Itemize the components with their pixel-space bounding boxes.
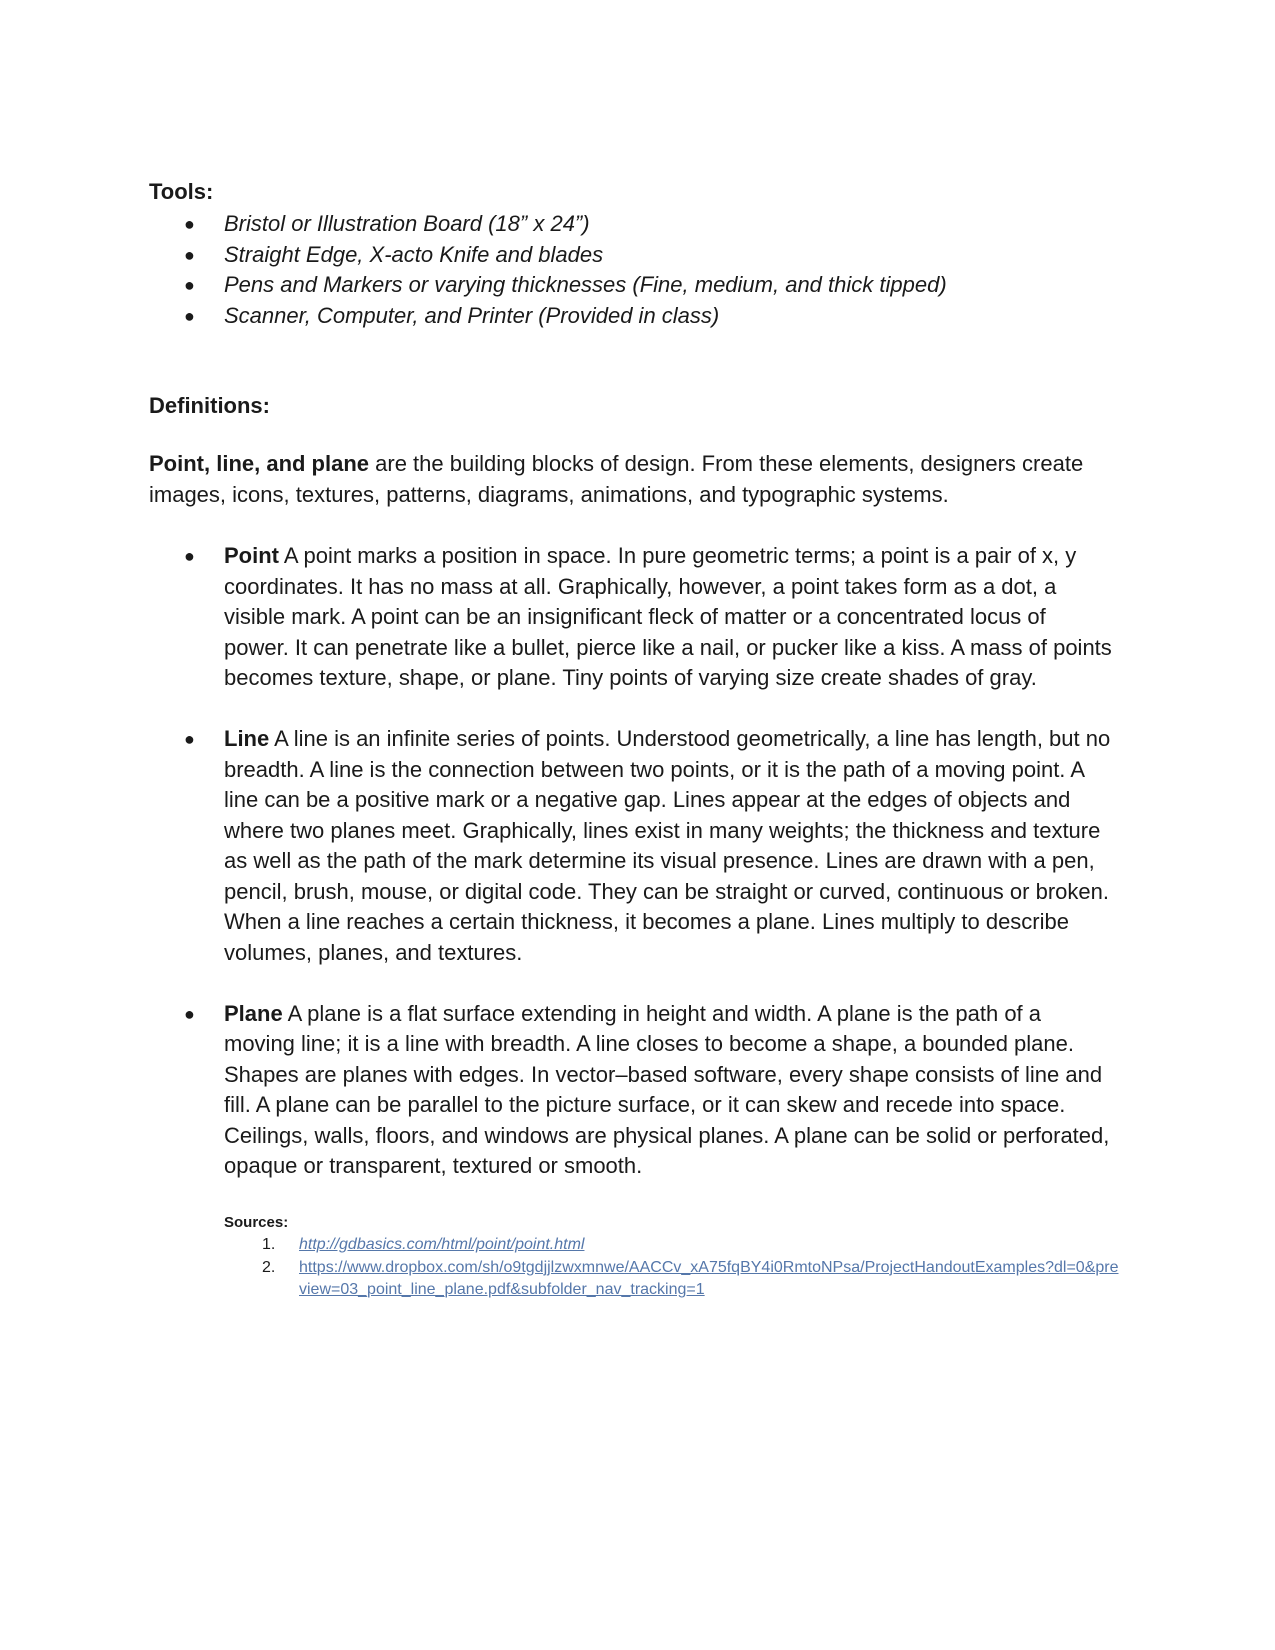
definition-term: Line (224, 726, 270, 751)
definition-plane (149, 999, 1114, 1182)
source-number: 1. (262, 1236, 276, 1253)
definitions-heading: Definitions: (149, 393, 270, 418)
list-item: ● Scanner, Computer, and Printer (Provided in class) (149, 301, 1129, 332)
list-item: ● Pens and Markers or varying thicknesses (Fine, medium, and thick tipped) (149, 270, 1129, 301)
sources-list (224, 1234, 1129, 1302)
intro-bold-terms: Point, line, and plane (149, 451, 370, 476)
list-item: ● Bristol or Illustration Board (18” x 24”) (149, 209, 1129, 240)
source-number: 2. (262, 1258, 276, 1276)
source-link[interactable]: http://gdbasics.com/html/point/point.html (299, 1236, 585, 1253)
definitions-intro (149, 449, 1109, 510)
definition-term: Plane (224, 1000, 283, 1026)
sources-heading: Sources: (224, 1214, 289, 1231)
definition-line (149, 724, 1114, 968)
document-page (149, 177, 1129, 1302)
tools-list (149, 209, 1129, 331)
intro-text: are the building blocks of design. From these elements, designers create images, icons, textures, patterns, diagrams, animations, and typographic systems. (149, 451, 1084, 507)
definition-term: Point (224, 543, 279, 568)
source-item (224, 1257, 1121, 1302)
definition-text: A line is an infinite series of points. Understood geometrically, a line has length, but no breadth. A line is the connection between two points, or it is the path of a moving point. A line can be a positive mark or a negative gap. Lines appear at the edges of objects and where two planes meet. Graphically, lines exist in many weights; the thickness and texture as well as the path of the mark determine its visual presence. Lines are drawn with a pen, pencil, brush, mouse, or digital code. They can be straight or curved, continuous or broken. When a line reaches a certain thickness, it becomes a plane. Lines multiply to describe volumes, planes, and textures. (224, 726, 1111, 965)
source-item (224, 1234, 1121, 1257)
definition-text: A point marks a position in space. In pure geometric terms; a point is a pair of x, y coordinates. It has no mass at all. Graphically, however, a point takes form as a dot, a visible mark. A point can be an insignificant fleck of matter or a concentrated locus of power. It can penetrate like a bullet, pierce like a nail, or pucker like a kiss. A mass of points becomes texture, shape, or plane. Tiny points of varying size create shades of gray. (224, 543, 1112, 690)
source-link[interactable]: https://www.dropbox.com/sh/o9tgdjjlzwxmnwe/AACCv_xA75fqBY4i0RmtoNPsa/ProjectHandoutExamples?dl=0&preview=03_point_line_plane.pdf&subfolder_nav_tracking=1 (299, 1258, 1119, 1298)
sources-section (224, 1212, 1129, 1302)
definition-point (149, 541, 1114, 694)
definitions-list (149, 541, 1129, 1182)
tools-heading: Tools: (149, 179, 214, 204)
list-item: ● Straight Edge, X-acto Knife and blades (149, 240, 1129, 271)
definition-text: A plane is a flat surface extending in height and width. A plane is the path of a moving line; it is a line with breadth. A line closes to become a shape, a bounded plane. Shapes are planes with edges. In vector–based software, every shape consists of line and fill. A plane can be parallel to the picture surface, or it can skew and recede into space. Ceilings, walls, floors, and windows are physical planes. A plane can be solid or perforated, opaque or transparent, textured or smooth. (224, 1000, 1110, 1178)
